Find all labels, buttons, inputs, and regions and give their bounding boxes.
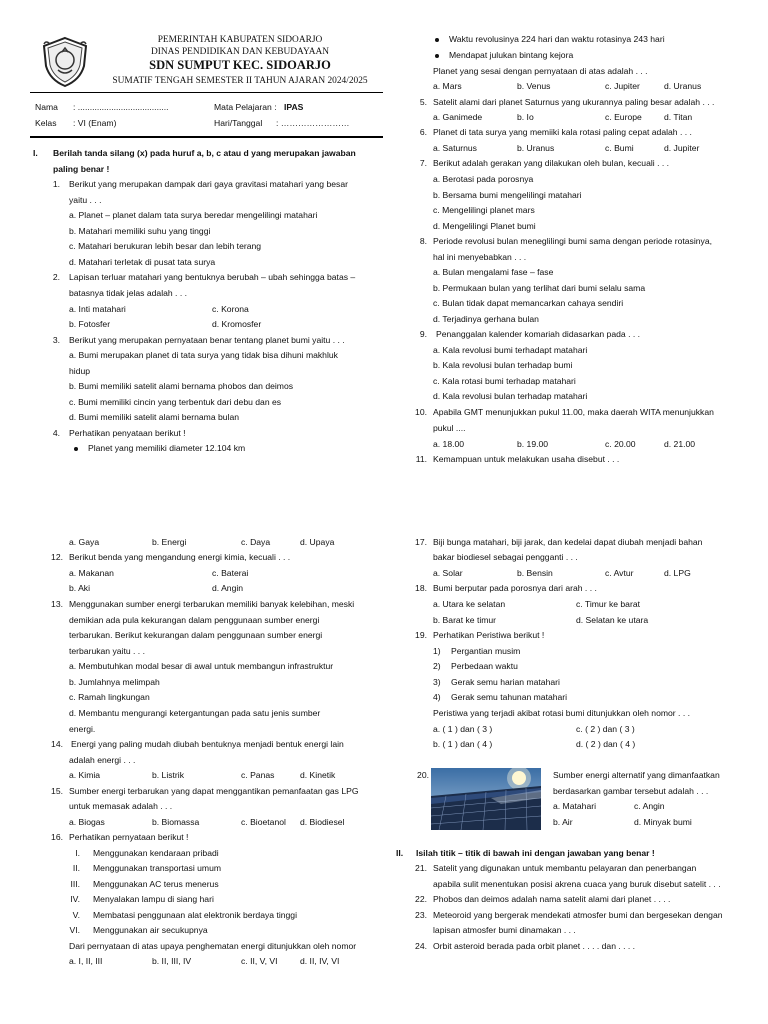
q16-item: Menggunakan AC terus menerus <box>93 879 219 889</box>
q6-option-b[interactable]: b. Uranus <box>517 143 555 153</box>
kelas-value: : VI (Enam) <box>73 118 117 128</box>
q13-option-c[interactable]: c. Ramah lingkungan <box>69 692 150 702</box>
q19-item: Gerak semu harian matahari <box>451 677 560 687</box>
q11-option-a[interactable]: a. Gaya <box>69 537 100 547</box>
section2-number: II. <box>396 848 404 858</box>
q14-text: Energi yang paling mudah diubah bentuknya menjadi bentuk energi lain <box>71 739 344 749</box>
nama-field[interactable]: : ...................................... <box>73 102 169 112</box>
q15-option-a[interactable]: a. Biogas <box>69 817 105 827</box>
q3-option-d[interactable]: d. Bumi memiliki satelit alami bernama bulan <box>69 412 240 422</box>
q17-option-b[interactable]: b. Bensin <box>517 568 553 578</box>
solar-panel-image <box>431 768 541 830</box>
q21-number: 21. <box>415 863 427 873</box>
q5-option-a[interactable]: a. Ganimede <box>433 112 483 122</box>
q12-option-d[interactable]: d. Angin <box>212 583 244 593</box>
q17-option-c[interactable]: c. Avtur <box>605 568 634 578</box>
q3-option-a-2: hidup <box>69 366 91 376</box>
header-exam: SUMATIF TENGAH SEMESTER II TAHUN AJARAN 2024/2025 <box>112 76 368 86</box>
q12-option-b[interactable]: b. Aki <box>69 583 91 593</box>
q18-text: Bumi berputar pada porosnya dari arah . . . <box>433 583 597 593</box>
q13-option-a[interactable]: a. Membutuhkan modal besar di awal untuk membangun infrastruktur <box>69 661 334 671</box>
q15-text: Sumber energi terbarukan yang dapat menggantikan pemanfaatan gas LPG <box>69 786 359 796</box>
q3-option-b[interactable]: b. Bumi memiliki satelit alami bernama phobos dan deimos <box>69 381 294 391</box>
q10-option-c[interactable]: c. 20.00 <box>605 439 636 449</box>
q16-item: Membatasi penggunaan alat elektronik berdaya tinggi <box>93 910 297 920</box>
q8-text: Periode revolusi bulan meneglilingi bumi sama dengan periode rotasinya, <box>433 236 712 246</box>
q6-option-d[interactable]: d. Jupiter <box>664 143 700 153</box>
q7-option-b[interactable]: b. Bersama bumi mengelilingi matahari <box>433 190 582 200</box>
q20-option-c[interactable]: c. Angin <box>634 801 665 811</box>
q13-option-d[interactable]: d. Membantu mengurangi ketergantungan pada satu jenis sumber <box>69 708 321 718</box>
q19-item-number: 1) <box>433 646 441 656</box>
q23-text: Meteoroid yang bergerak mendekati atmosfer bumi dan bergesekan dengan <box>433 910 723 920</box>
q2-text: Lapisan terluar matahari yang bentuknya berubah – ubah sehingga batas – <box>69 272 356 282</box>
q10-option-a[interactable]: a. 18.00 <box>433 439 465 449</box>
q10-text-2: pukul .... <box>433 423 466 433</box>
q8-option-b[interactable]: b. Permukaan bulan yang terlihat dari bumi selalu sama <box>433 283 646 293</box>
q16-question: Dari pernyataan di atas upaya penghematan energi ditunjukkan oleh nomor <box>69 941 357 951</box>
section1-title-line2: paling benar ! <box>53 164 110 174</box>
q16-item: Menggunakan air secukupnya <box>93 925 208 935</box>
q20-option-b[interactable]: b. Air <box>553 817 573 827</box>
header-agency: DINAS PENDIDIKAN DAN KEBUDAYAAN <box>150 47 330 57</box>
q19-item: Pergantian musim <box>451 646 521 656</box>
q16-item-number: V. <box>72 910 80 920</box>
q10-option-b[interactable]: b. 19.00 <box>517 439 549 449</box>
q19-item-number: 2) <box>433 661 441 671</box>
q5-number: 5. <box>419 97 427 107</box>
q5-option-b[interactable]: b. Io <box>517 112 534 122</box>
q16-item-number: IV. <box>70 894 80 904</box>
q23-number: 23. <box>415 910 427 920</box>
mapel-value: IPAS <box>284 102 304 112</box>
q4-text: Perhatikan penyataan berikut ! <box>69 428 186 438</box>
q6-number: 6. <box>419 127 427 137</box>
q14-option-c[interactable]: c. Panas <box>241 770 275 780</box>
q3-number: 3. <box>52 335 60 345</box>
q13-number: 13. <box>51 599 63 609</box>
regency-emblem-logo <box>40 36 90 88</box>
q16-option-a[interactable]: a. I, II, III <box>69 956 103 966</box>
q10-text: Apabila GMT menunjukkan pukul 11.00, maka daerah WITA menunjukkan <box>433 407 714 417</box>
q12-option-a[interactable]: a. Makanan <box>69 568 114 578</box>
q15-text-2: untuk memasak adalah . . . <box>69 801 173 811</box>
header-school: SDN SUMPUT KEC. SIDOARJO <box>149 58 331 72</box>
q6-option-a[interactable]: a. Saturnus <box>433 143 477 153</box>
q18-number: 18. <box>415 583 427 593</box>
q15-number: 15. <box>51 786 63 796</box>
q19-option-a[interactable]: a. ( 1 ) dan ( 3 ) <box>433 724 493 734</box>
hari-field[interactable]: : …………………… <box>276 118 350 128</box>
q14-option-a[interactable]: a. Kimia <box>69 770 101 780</box>
q3-text: Berikut yang merupakan pernyataan benar tentang planet bumi yaitu . . . <box>69 335 345 345</box>
q11-text: Kemampuan untuk melakukan usaha disebut . . . <box>433 454 620 464</box>
q19-question: Peristiwa yang terjadi akibat rotasi bumi ditunjukkan oleh nomor . . . <box>433 708 690 718</box>
q17-text: Biji bunga matahari, biji jarak, dan kedelai dapat diubah menjadi bahan <box>433 537 703 547</box>
q18-option-d[interactable]: d. Selatan ke utara <box>576 615 649 625</box>
q16-option-d[interactable]: d. II, IV, VI <box>300 956 340 966</box>
q1-option-a[interactable]: a. Planet – planet dalam tata surya beredar mengelilingi matahari <box>69 210 318 220</box>
q14-option-d[interactable]: d. Kinetik <box>300 770 336 780</box>
q7-option-d[interactable]: d. Mengelilingi Planet bumi <box>433 221 536 231</box>
q4-statement-1: Planet yang memiliki diameter 12.104 km <box>74 444 245 454</box>
mapel-label: Mata Pelajaran : <box>214 102 277 112</box>
section1-title: Berilah tanda silang (x) pada huruf a, b, c atau d yang merupakan jawaban <box>53 148 356 158</box>
q22-text: Phobos dan deimos adalah nama satelit alami dari planet . . . . <box>433 894 671 904</box>
q9-option-c[interactable]: c. Kala rotasi bumi terhadap matahari <box>433 376 576 386</box>
q4-option-c[interactable]: c. Jupiter <box>605 81 640 91</box>
q16-number: 16. <box>51 832 63 842</box>
header-government: PEMERINTAH KABUPATEN SIDOARJO <box>157 35 323 45</box>
q9-option-b[interactable]: b. Kala revolusi bulan terhadap bumi <box>433 360 573 370</box>
q11-option-d[interactable]: d. Upaya <box>300 537 335 547</box>
q6-option-c[interactable]: c. Bumi <box>605 143 634 153</box>
q2-option-c[interactable]: c. Korona <box>212 304 249 314</box>
q19-option-b[interactable]: b. ( 1 ) dan ( 4 ) <box>433 739 493 749</box>
q10-number: 10. <box>415 407 427 417</box>
q4-question: Planet yang sesai dengan pernyataan di atas adalah . . . <box>433 66 648 76</box>
q20-option-d[interactable]: d. Minyak bumi <box>634 817 692 827</box>
q17-option-a[interactable]: a. Solar <box>433 568 463 578</box>
q14-text-2: adalah energi . . . <box>69 755 136 765</box>
q5-option-d[interactable]: d. Titan <box>664 112 693 122</box>
q12-text: Berikut benda yang mengandung energi kimia, kecuali . . . <box>69 552 291 562</box>
q17-option-d[interactable]: d. LPG <box>664 568 691 578</box>
q4-option-b[interactable]: b. Venus <box>517 81 551 91</box>
q15-option-b[interactable]: b. Biomassa <box>152 817 200 827</box>
q13-text-3: terbarukan. Berikut kekurangan dalam penggunaan sumber energi <box>69 630 323 640</box>
q7-number: 7. <box>419 158 427 168</box>
q1-option-c[interactable]: c. Matahari berukuran lebih besar dan lebih terang <box>69 241 262 251</box>
q3-option-a[interactable]: a. Bumi merupakan planet di tata surya yang tidak bisa dihuni makhluk <box>69 350 338 360</box>
q18-option-a[interactable]: a. Utara ke selatan <box>433 599 506 609</box>
q14-option-b[interactable]: b. Listrik <box>152 770 184 780</box>
q24-number: 24. <box>415 941 427 951</box>
q21-text: Satelit yang digunakan untuk membantu pelayaran dan penerbangan <box>433 863 697 873</box>
section1-number: I. <box>33 148 38 158</box>
q1-option-d[interactable]: d. Matahari terletak di pusat tata surya <box>69 257 216 267</box>
q2-text-2: batasnya tidak jelas adalah . . . <box>69 288 188 298</box>
q2-option-a[interactable]: a. Inti matahari <box>69 304 126 314</box>
q15-option-d[interactable]: d. Biodiesel <box>300 817 345 827</box>
q2-option-d[interactable]: d. Kromosfer <box>212 319 262 329</box>
q19-number: 19. <box>415 630 427 640</box>
q1-option-b[interactable]: b. Matahari memiliki suhu yang tinggi <box>69 226 211 236</box>
q17-number: 17. <box>415 537 427 547</box>
q13-option-b[interactable]: b. Jumlahnya melimpah <box>69 677 160 687</box>
q9-option-d[interactable]: d. Kala revolusi bulan terhadap matahari <box>433 391 588 401</box>
q1-text-2: yaitu . . . <box>69 195 102 205</box>
q19-item: Perbedaan waktu <box>451 661 518 671</box>
q12-option-c[interactable]: c. Baterai <box>212 568 249 578</box>
q11-option-b[interactable]: b. Energi <box>152 537 187 547</box>
q19-option-d[interactable]: d. ( 2 ) dan ( 4 ) <box>576 739 636 749</box>
q12-number: 12. <box>51 552 63 562</box>
q8-number: 8. <box>419 236 427 246</box>
q19-item-number: 3) <box>433 677 441 687</box>
q16-option-b[interactable]: b. II, III, IV <box>152 956 192 966</box>
q22-number: 22. <box>415 894 427 904</box>
q16-item-number: VI. <box>69 925 80 935</box>
q3-option-c[interactable]: c. Bumi memiliki cincin yang terbentuk dari debu dan es <box>69 397 282 407</box>
q11-number: 11. <box>415 454 427 464</box>
q16-item: Menggunakan kendaraan pribadi <box>93 848 219 858</box>
q16-text: Perhatikan pernyataan berikut ! <box>69 832 189 842</box>
q13-text-2: demikian ada pula kekurangan dalam penggunaan sumber energi <box>69 615 320 625</box>
q7-text: Berikut adalah gerakan yang dilakukan oleh bulan, kecuali . . . <box>433 158 670 168</box>
identity-divider <box>30 136 383 138</box>
q5-text: Satelit alami dari planet Saturnus yang ukurannya paling besar adalah . . . <box>433 97 715 107</box>
q1-text: Berikut yang merupakan dampak dari gaya gravitasi matahari yang besar <box>69 179 348 189</box>
q1-number: 1. <box>52 179 60 189</box>
q20-option-a[interactable]: a. Matahari <box>553 801 596 811</box>
q19-item-number: 4) <box>433 692 441 702</box>
q15-option-c[interactable]: c. Bioetanol <box>241 817 286 827</box>
q19-text: Perhatikan Peristiwa berikut ! <box>433 630 545 640</box>
q4-number: 4. <box>52 428 60 438</box>
q8-option-c[interactable]: c. Bulan tidak dapat memancarkan cahaya sendiri <box>433 298 624 308</box>
q7-option-c[interactable]: c. Mengelilingi planet mars <box>433 205 535 215</box>
q16-item-number: II. <box>72 863 80 873</box>
q9-option-a[interactable]: a. Kala revolusi bumi terhadapt matahari <box>433 345 588 355</box>
q8-option-a[interactable]: a. Bulan mengalami fase – fase <box>433 267 554 277</box>
q13-text: Menggunakan sumber energi terbarukan memiliki banyak kelebihan, meski <box>69 599 355 609</box>
nama-label: Nama <box>35 102 58 112</box>
q9-text: Penanggalan kalender komariah didasarkan pada . . . <box>436 329 641 339</box>
q8-option-d[interactable]: d. Terjadinya gerhana bulan <box>433 314 539 324</box>
q19-item: Gerak semu tahunan matahari <box>451 692 568 702</box>
q13-option-d-2: energi. <box>69 724 96 734</box>
q19-option-c[interactable]: c. ( 2 ) dan ( 3 ) <box>576 724 635 734</box>
q20-number: 20. <box>417 770 429 780</box>
q10-option-d[interactable]: d. 21.00 <box>664 439 696 449</box>
q4-option-a[interactable]: a. Mars <box>433 81 462 91</box>
q6-text: Planet di tata surya yang memiiki kala rotasi paling cepat adalah . . . <box>433 127 692 137</box>
q20-text-2: berdasarkan gambar tersebut adalah . . . <box>553 786 709 796</box>
hari-label: Hari/Tanggal <box>214 118 263 128</box>
q8-text-2: hal ini menyebabkan . . . <box>433 252 527 262</box>
q16-item: Menyalakan lampu di siang hari <box>93 894 214 904</box>
q4-statement-2: Waktu revolusinya 224 hari dan waktu rotasinya 243 hari <box>435 35 665 45</box>
q21-text-2: apabila sulit menentukan posisi akrena cuaca yang buruk disebut satelit . . . <box>433 879 721 889</box>
q2-option-b[interactable]: b. Fotosfer <box>69 319 111 329</box>
q2-number: 2. <box>52 272 60 282</box>
q13-text-4: terbarukan yaitu . . . <box>69 646 145 656</box>
q4-statement-3: Mendapat julukan bintang kejora <box>435 51 573 61</box>
section2-title: Isilah titik – titik di bawah ini dengan jawaban yang benar ! <box>416 848 655 858</box>
q16-item-number: I. <box>75 848 80 858</box>
q18-option-c[interactable]: c. Timur ke barat <box>576 599 640 609</box>
q18-option-b[interactable]: b. Barat ke timur <box>433 615 497 625</box>
q17-text-2: bakar biodiesel sebagai pengganti . . . <box>433 552 578 562</box>
kelas-label: Kelas <box>35 118 57 128</box>
q7-option-a[interactable]: a. Berotasi pada porosnya <box>433 174 534 184</box>
q16-item-number: III. <box>70 879 80 889</box>
q5-option-c[interactable]: c. Europe <box>605 112 642 122</box>
header-divider <box>30 92 383 93</box>
q11-option-c[interactable]: c. Daya <box>241 537 271 547</box>
q9-number: 9. <box>419 329 427 339</box>
q14-number: 14. <box>51 739 63 749</box>
q20-text: Sumber energi alternatif yang dimanfaatkan <box>553 770 720 780</box>
q16-option-c[interactable]: c. II, V, VI <box>241 956 278 966</box>
q24-text: Orbit asteroid berada pada orbit planet . . . . dan . . . . <box>433 941 636 951</box>
q4-option-d[interactable]: d. Uranus <box>664 81 702 91</box>
q23-text-2: lapisan atmosfer bumi dinamakan . . . <box>433 925 576 935</box>
q16-item: Menggunakan transportasi umum <box>93 863 222 873</box>
